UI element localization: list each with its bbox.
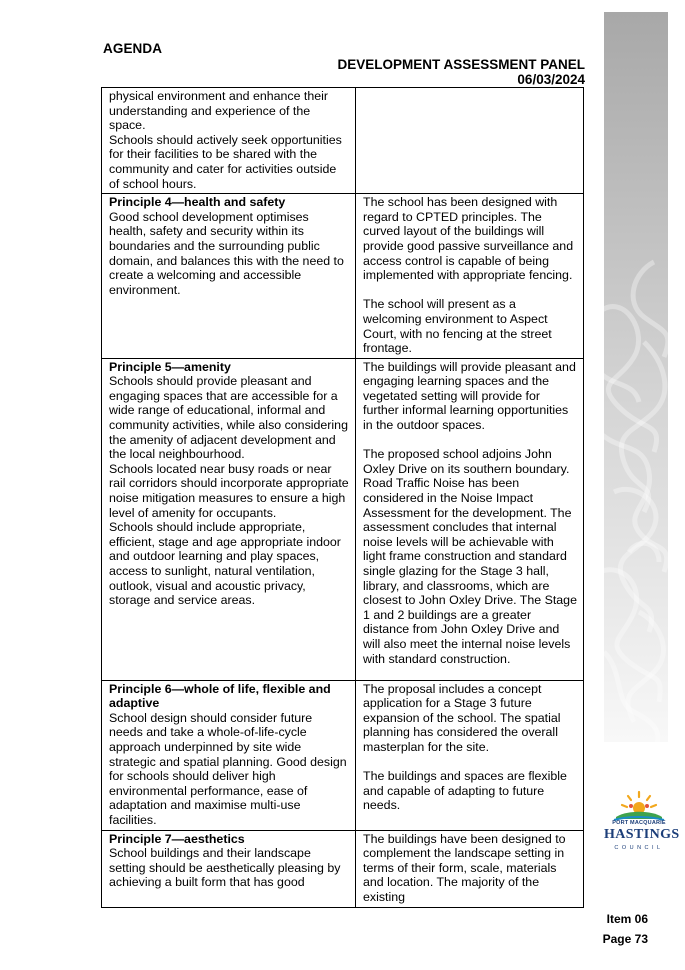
meeting-date: 06/03/2024 [517, 72, 585, 87]
table-row [102, 194, 584, 359]
table-cell-principle [102, 358, 356, 680]
sun-rays-icon [622, 792, 656, 814]
comment-text: The buildings have been designed to complement the landscape setting in terms of their form, scale, materials and location. The majority of the existing [363, 831, 566, 904]
table-cell-comment [356, 358, 584, 680]
comment-text: The proposal includes a concept application for a Stage 3 future expansion of the school. The spatial planning has considered the overall masterplan for the site. [363, 681, 561, 755]
principle-title: Principle 5—amenity [109, 359, 231, 374]
logo-text-main: HASTINGS [604, 827, 680, 842]
panel-title: DEVELOPMENT ASSESSMENT PANEL [337, 57, 585, 72]
assessment-table [101, 87, 584, 908]
principle-text: Schools should provide pleasant and engaging spaces that are accessible for a wide range of educational, informal and community activities, while also considering the amenity of adjacent development and the local neighbourhood. [109, 374, 348, 462]
table-row [102, 680, 584, 830]
principle-text: Good school development optimises health, safety and security within its boundaries and the surrounding public domain, and balances this with the need to create a welcoming and accessible environment. [109, 209, 344, 297]
comment-text: The buildings and spaces are flexible and capable of adapting to future needs. [363, 769, 567, 813]
table-cell-comment [356, 194, 584, 359]
logo-text-bottom: COUNCIL [614, 845, 664, 851]
table-row [102, 358, 584, 680]
table-cell-comment [356, 88, 584, 194]
comment-text: The school has been designed with regard to CPTED principles. The curved layout of the buildings will provide good passive surveillance and access control is capable of being implemented with appropriate fencing. [363, 195, 574, 283]
page-number: Page 73 [602, 932, 648, 946]
table-row [102, 88, 584, 194]
swirl-pattern-icon [604, 12, 668, 742]
comment-text: The proposed school adjoins John Oxley Drive on its southern boundary. Road Traffic Noise has been considered in the Noise Impact Assessment for the development. The assessment concludes that internal noise levels will be achievable with light frame construction and standard single glazing for the Stage 3 hall, library, and classrooms, which are closest to John Oxley Drive. The Stage 1 and 2 buildings are a greater distance from John Oxley Drive and will also meet the internal noise levels with standard construction. [363, 447, 577, 666]
principle-title: Principle 6—whole of life, flexible and adaptive [109, 681, 331, 711]
table-cell-principle [102, 680, 356, 830]
agenda-heading: AGENDA [103, 41, 163, 56]
principle-text: School buildings and their landscape setting should be aesthetically pleasing by achieving a built form that has good [109, 846, 341, 890]
panel-heading [337, 57, 585, 87]
table-cell-principle [102, 88, 356, 194]
principle-title: Principle 4—health and safety [109, 195, 286, 210]
council-logo-icon [604, 784, 680, 854]
principle-title: Principle 7—aesthetics [109, 831, 245, 846]
table-row [102, 830, 584, 907]
decorative-side-strip [604, 12, 668, 742]
principle-text: physical environment and enhance their understanding and experience of the space. [109, 89, 329, 133]
logo-text-top: PORT MACQUARIE [612, 820, 666, 826]
comment-text: The buildings will provide pleasant and engaging learning spaces and the vegetated setting will provide for further informal learning opportunities in the outdoor spaces. [363, 359, 576, 433]
principle-text: Schools located near busy roads or near rail corridors should incorporate appropriate noise mitigation measures to ensure a high level of amenity for occupants. [109, 461, 349, 520]
principle-text: School design should consider future needs and take a whole-of-life-cycle approach underpinned by site wide strategic and spatial planning. Good design for schools should deliver high environmental performance, ease of adaptation and maximise multi-use facilities. [109, 710, 347, 828]
item-number: Item 06 [606, 912, 648, 926]
principle-text: Schools should actively seek opportunities for their facilities to be shared with the community and cater for activities outside of school hours. [109, 132, 342, 191]
comment-text: The school will present as a welcoming environment to Aspect Court, with no fencing at the street frontage. [363, 297, 552, 356]
table-cell-principle [102, 194, 356, 359]
principle-text: Schools should include appropriate, efficient, stage and age appropriate indoor and outdoor learning and play spaces, access to sunlight, natural ventilation, outlook, visual and acoustic privacy, storage and service areas. [109, 520, 341, 608]
table-cell-comment [356, 680, 584, 830]
table-cell-principle [102, 830, 356, 907]
table-cell-comment [356, 830, 584, 907]
